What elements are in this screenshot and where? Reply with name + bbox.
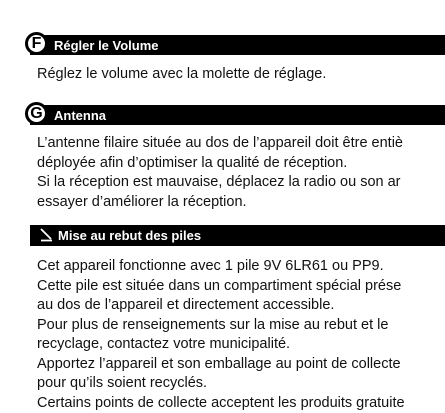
body-line: Si la réception est mauvaise, déplacez la radio ou son ar	[37, 173, 403, 193]
body-line: au dos de l’appareil et directement accessible.	[37, 296, 405, 316]
battery-disposal-header	[30, 225, 445, 246]
body-line: Pour plus de renseignements sur la mise au rebut et le	[37, 316, 405, 336]
body-line: Cet appareil fonctionne avec 1 pile 9V 6LR61 ou PP9.	[37, 257, 405, 277]
section-f-body	[37, 65, 326, 85]
body-line: Réglez le volume avec la molette de réglage.	[37, 65, 326, 85]
section-f-title: Régler le Volume	[54, 38, 159, 53]
section-g-body	[37, 134, 403, 212]
body-line: recyclage, contactez votre municipalité.	[37, 335, 405, 355]
section-letter-badge: G	[25, 102, 48, 125]
body-line: déployée afin d’optimiser la qualité de réception.	[37, 154, 403, 174]
body-line: essayer d’améliorer la réception.	[37, 193, 403, 213]
body-line: L’antenne filaire située au dos de l’appareil doit être entiè	[37, 134, 403, 154]
arrow-down-right-icon	[39, 228, 53, 242]
section-letter-badge: F	[25, 32, 48, 55]
section-f-header	[30, 35, 445, 55]
battery-disposal-title: Mise au rebut des piles	[58, 228, 201, 243]
section-g-header	[30, 105, 445, 125]
section-g-title: Antenna	[54, 108, 106, 123]
body-line: Certains points de collecte acceptent les produits gratuite	[37, 394, 405, 413]
body-line: pour qu’ils soient recyclés.	[37, 374, 405, 394]
body-line: Apportez l’appareil et son emballage au point de collecte	[37, 355, 405, 375]
body-line: Cette pile est située dans un compartiment spécial prése	[37, 277, 405, 297]
battery-disposal-body	[37, 257, 405, 413]
